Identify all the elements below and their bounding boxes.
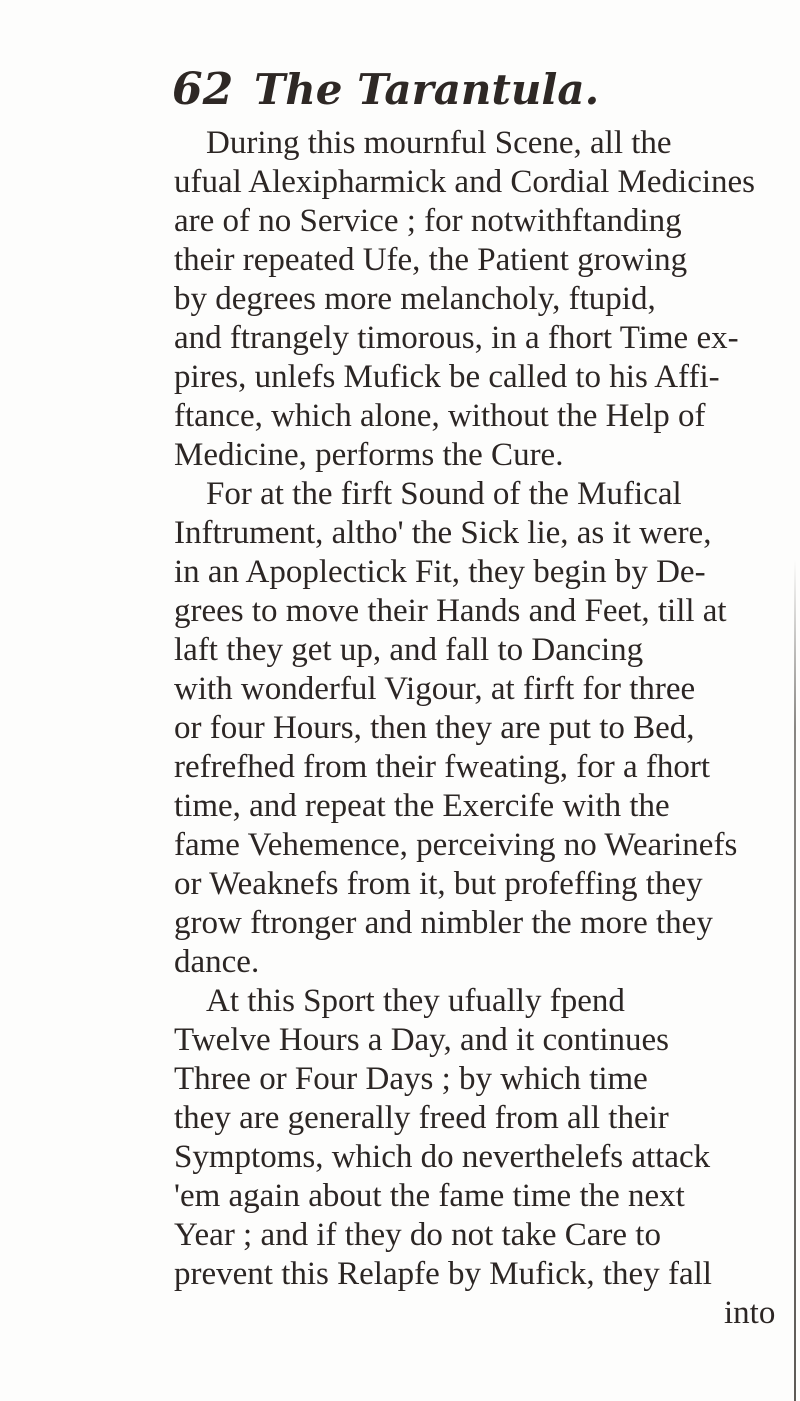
line-text: refrefhed from their fweating, for a fhort — [174, 749, 710, 785]
line-text: by degrees more melancholy, ftupid, — [174, 281, 656, 317]
text-line — [0, 433, 800, 477]
running-title: The Tarantula. — [254, 65, 600, 114]
line-text: At this Sport they ufually fpend — [206, 983, 625, 1019]
text-line — [0, 784, 800, 828]
text-line — [0, 1096, 800, 1140]
text-line — [0, 277, 800, 321]
line-text: Medicine, performs the Cure. — [174, 437, 564, 473]
text-line — [0, 589, 800, 633]
line-text: or Weaknefs from it, but profeffing they — [174, 866, 703, 902]
text-line — [0, 901, 800, 945]
line-text: in an Apoplectick Fit, they begin by De- — [174, 554, 706, 590]
line-text: time, and repeat the Exercife with the — [174, 788, 670, 824]
line-text: Inftrument, altho' the Sick lie, as it were, — [174, 515, 712, 551]
text-line — [0, 355, 800, 399]
text-line — [0, 550, 800, 594]
page-number: 62 — [172, 64, 234, 115]
text-line — [0, 667, 800, 711]
line-text: they are generally freed from all their — [174, 1100, 669, 1136]
text-line — [0, 823, 800, 867]
text-line — [0, 1252, 800, 1296]
line-text: fame Vehemence, perceiving no Wearinefs — [174, 827, 738, 863]
text-line — [0, 472, 800, 516]
text-line — [0, 121, 800, 165]
line-text: with wonderful Vigour, at firft for three — [174, 671, 696, 707]
line-text: 'em again about the fame time the next — [174, 1178, 685, 1214]
text-line — [0, 160, 800, 204]
text-line — [0, 745, 800, 789]
line-text: ufual Alexipharmick and Cordial Medicines — [174, 164, 756, 200]
text-line — [0, 394, 800, 438]
text-line — [0, 1057, 800, 1101]
text-line — [0, 979, 800, 1023]
text-line — [0, 862, 800, 906]
line-text: prevent this Relapfe by Mufick, they fall — [174, 1256, 712, 1292]
line-text: Three or Four Days ; by which time — [174, 1061, 648, 1097]
text-line — [0, 628, 800, 672]
line-text: grow ftronger and nimbler the more they — [174, 905, 713, 941]
text-line — [0, 199, 800, 243]
line-text: For at the firft Sound of the Mufical — [206, 476, 682, 512]
text-line — [0, 238, 800, 282]
line-text: or four Hours, then they are put to Bed, — [174, 710, 695, 746]
line-text: their repeated Ufe, the Patient growing — [174, 242, 688, 278]
text-line — [0, 511, 800, 555]
line-text: are of no Service ; for notwithftanding — [174, 203, 682, 239]
text-line — [0, 706, 800, 750]
text-line — [0, 1135, 800, 1179]
line-text: and ftrangely timorous, in a fhort Time ex- — [174, 320, 739, 356]
line-text: laft they get up, and fall to Dancing — [174, 632, 644, 668]
line-text: grees to move their Hands and Feet, till at — [174, 593, 727, 629]
line-text: pires, unlefs Mufick be called to his Affi- — [174, 359, 720, 395]
line-text: Symptoms, which do neverthelefs attack — [174, 1139, 711, 1175]
line-text: dance. — [174, 944, 260, 980]
line-text: During this mournful Scene, all the — [206, 125, 672, 161]
line-text: Twelve Hours a Day, and it continues — [174, 1022, 669, 1058]
text-line — [0, 1018, 800, 1062]
text-line — [0, 316, 800, 360]
line-text: ftance, which alone, without the Help of — [174, 398, 706, 434]
text-line — [0, 1291, 800, 1335]
line-text: Year ; and if they do not take Care to — [174, 1217, 661, 1253]
text-line — [0, 1174, 800, 1218]
text-line — [0, 1213, 800, 1257]
line-text: into — [724, 1295, 776, 1331]
text-line — [0, 940, 800, 984]
